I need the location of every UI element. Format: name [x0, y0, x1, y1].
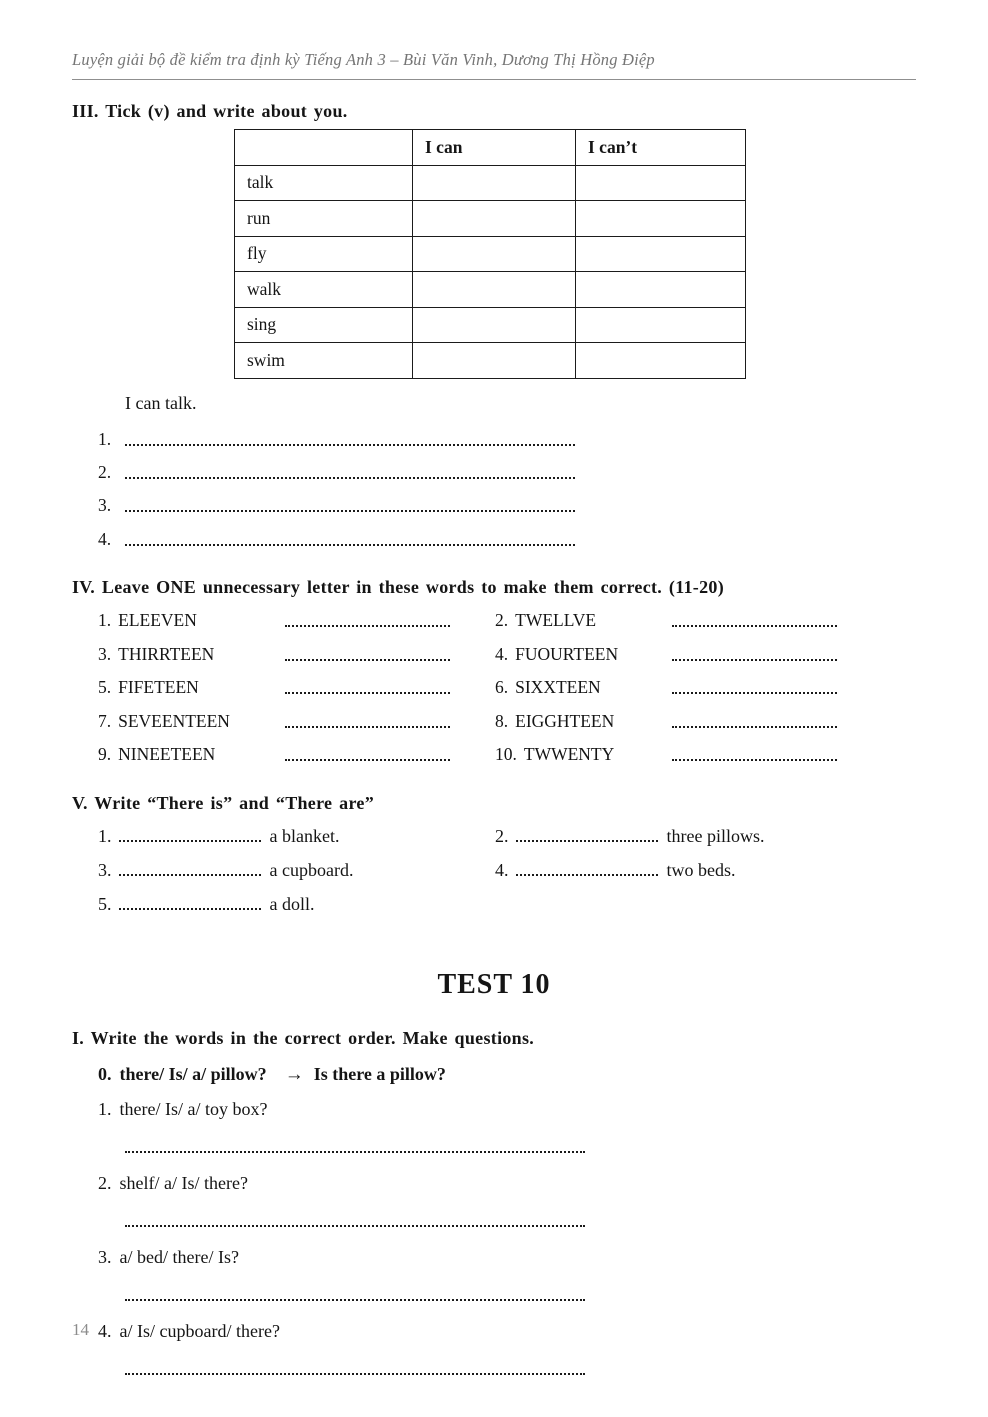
item-tail: three pillows.: [666, 826, 765, 847]
blank-number: 4.: [98, 528, 112, 549]
example-question: [98, 1064, 916, 1086]
item-tail: a blanket.: [269, 826, 340, 847]
fill-item: [98, 894, 495, 915]
question-number: 3.: [98, 1246, 112, 1267]
answer-dotted-line: [125, 1140, 585, 1153]
item-row: [98, 820, 916, 854]
row-label: talk: [235, 165, 413, 201]
answer-dotted-line: [119, 831, 261, 842]
table-header-ican: I can: [413, 130, 576, 166]
fill-item: [98, 860, 495, 881]
row-label: fly: [235, 236, 413, 272]
table-row-fly: [235, 236, 746, 272]
section3-heading: III. Tick (v) and write about you.: [72, 101, 348, 121]
question: [98, 1173, 916, 1194]
word-item: [98, 677, 495, 698]
answer-dotted-line: [285, 614, 450, 627]
item-number: 3.: [98, 860, 112, 881]
table-row-swim: [235, 343, 746, 379]
answer-line-row: [125, 1214, 916, 1230]
word-item: [495, 610, 837, 631]
answer-dotted-line: [516, 865, 658, 876]
ican-table: [234, 129, 746, 379]
question-block: [72, 1321, 916, 1378]
row-label: swim: [235, 343, 413, 379]
tick-cell-empty: [576, 165, 746, 201]
tick-cell-empty: [413, 272, 576, 308]
row-label: run: [235, 201, 413, 237]
item-number: 7.: [98, 710, 112, 731]
tick-cell-empty: [576, 343, 746, 379]
answer-dotted-line: [125, 433, 575, 446]
item-tail: a cupboard.: [269, 860, 354, 881]
item-text: [495, 744, 672, 765]
test10-section1-heading: I. Write the words in the correct order. Make questions.: [72, 1027, 535, 1048]
item-number: 5.: [98, 677, 112, 698]
row-label: walk: [235, 272, 413, 308]
item-row: [98, 671, 916, 705]
answer-dotted-line: [672, 648, 837, 661]
question-number: 4.: [98, 1320, 112, 1341]
test10-title: TEST 10: [437, 968, 551, 1000]
section4-heading: IV. Leave ONE unnecessary letter in these words to make them correct. (11-20): [72, 577, 724, 598]
question-number: 2.: [98, 1172, 112, 1193]
item-row: [98, 705, 916, 739]
answer-dotted-line: [672, 715, 837, 728]
section5-items: [72, 820, 916, 922]
answer-dotted-line: [125, 533, 575, 546]
tick-cell-empty: [576, 272, 746, 308]
answer-dotted-line: [119, 899, 261, 910]
answer-line-row: [125, 1288, 916, 1304]
item-number: 1.: [98, 610, 112, 631]
answer-dotted-line: [285, 681, 450, 694]
item-word: SIXXTEEN: [515, 677, 601, 698]
blank-number: 2.: [98, 462, 112, 483]
word-item: [98, 744, 495, 765]
item-text: [98, 610, 285, 631]
item-word: SEVEENTEEN: [118, 710, 230, 731]
item-text: [495, 610, 672, 631]
blank-line: [98, 456, 916, 489]
example-answer: Is there a pillow?: [313, 1063, 446, 1084]
table-header-row: [235, 130, 746, 166]
answer-dotted-line: [516, 831, 658, 842]
fill-item: [495, 826, 764, 847]
item-row: [98, 738, 916, 772]
item-number: 5.: [98, 894, 112, 915]
item-text: [495, 677, 672, 698]
item-word: EIGGHTEEN: [515, 710, 615, 731]
fill-item: [495, 860, 736, 881]
blank-line: [98, 489, 916, 522]
section4-items: [72, 604, 916, 772]
word-item: [495, 677, 837, 698]
item-number: 2.: [495, 610, 509, 631]
item-text: [495, 711, 672, 732]
answer-dotted-line: [672, 748, 837, 761]
item-tail: two beds.: [666, 860, 736, 881]
item-word: FIFETEEN: [118, 677, 199, 698]
tick-cell-empty: [576, 236, 746, 272]
answer-dotted-line: [285, 715, 450, 728]
item-word: ELEEVEN: [118, 610, 197, 631]
item-word: FUOURTEEN: [515, 643, 619, 664]
question-prompt: shelf/ a/ Is/ there?: [119, 1172, 248, 1193]
question-number: 0.: [98, 1063, 112, 1084]
item-row: [98, 604, 916, 638]
item-text: [98, 644, 285, 665]
word-item: [495, 744, 837, 765]
blank-line: [98, 523, 916, 556]
page-number: 14: [72, 1320, 89, 1339]
item-row: [98, 638, 916, 672]
table-row-sing: [235, 307, 746, 343]
answer-dotted-line: [125, 466, 575, 479]
item-number: 2.: [495, 826, 509, 847]
item-number: 4.: [495, 860, 509, 881]
running-header-text: Luyện giải bộ đề kiểm tra định kỳ Tiếng Anh 3 – Bùi Văn Vinh, Dương Thị Hồng Điệp: [72, 50, 655, 69]
item-word: TWELLVE: [515, 610, 597, 631]
item-text: [495, 644, 672, 665]
arrow-icon: →: [284, 1063, 304, 1085]
answer-dotted-line: [125, 1214, 585, 1227]
tick-cell-empty: [413, 165, 576, 201]
row-label: sing: [235, 307, 413, 343]
item-word: THIRRTEEN: [118, 643, 215, 664]
answer-dotted-line: [125, 499, 575, 512]
section5-heading: V. Write “There is” and “There are”: [72, 792, 375, 813]
tick-cell-empty: [576, 307, 746, 343]
question-prompt: there/ Is/ a/ toy box?: [119, 1098, 268, 1119]
item-word: TWWENTY: [523, 744, 615, 765]
question: [98, 1321, 916, 1342]
section3-example: I can talk.: [125, 392, 197, 413]
table-row-talk: [235, 165, 746, 201]
question-block: [72, 1247, 916, 1304]
answer-dotted-line: [672, 681, 837, 694]
tick-cell-empty: [413, 201, 576, 237]
tick-cell-empty: [576, 201, 746, 237]
table-header-icant: I can’t: [576, 130, 746, 166]
answer-dotted-line: [672, 614, 837, 627]
answer-dotted-line: [125, 1362, 585, 1375]
running-header: [72, 0, 916, 80]
item-number: 1.: [98, 826, 112, 847]
blank-number: 3.: [98, 495, 112, 516]
answer-dotted-line: [119, 865, 261, 876]
table-row-walk: [235, 272, 746, 308]
question-block: [72, 1173, 916, 1230]
item-text: [98, 711, 285, 732]
table-corner-cell: [235, 130, 413, 166]
answer-line-row: [125, 1362, 916, 1378]
question-block: [72, 1099, 916, 1156]
item-word: NINEETEEN: [118, 744, 216, 765]
question-prompt: there/ Is/ a/ pillow?: [119, 1063, 267, 1084]
item-number: 4.: [495, 643, 509, 664]
answer-dotted-line: [125, 1288, 585, 1301]
question-number: 1.: [98, 1098, 112, 1119]
tick-cell-empty: [413, 343, 576, 379]
blank-line: [98, 423, 916, 456]
question-prompt: a/ bed/ there/ Is?: [119, 1246, 239, 1267]
fill-item: [98, 826, 495, 847]
tick-cell-empty: [413, 236, 576, 272]
word-item: [495, 711, 837, 732]
item-row: [98, 854, 916, 888]
item-number: 8.: [495, 710, 509, 731]
answer-dotted-line: [285, 748, 450, 761]
section3-blanks: [72, 423, 916, 557]
item-number: 10.: [495, 744, 517, 765]
item-number: 3.: [98, 643, 112, 664]
word-item: [98, 644, 495, 665]
word-item: [98, 610, 495, 631]
tick-cell-empty: [413, 307, 576, 343]
item-number: 6.: [495, 677, 509, 698]
question-prompt: a/ Is/ cupboard/ there?: [119, 1320, 280, 1341]
blank-number: 1.: [98, 428, 112, 449]
answer-dotted-line: [285, 648, 450, 661]
item-tail: a doll.: [269, 894, 315, 915]
item-row: [98, 888, 916, 922]
word-item: [495, 644, 837, 665]
item-text: [98, 677, 285, 698]
item-number: 9.: [98, 744, 112, 765]
table-row-run: [235, 201, 746, 237]
item-text: [98, 744, 285, 765]
question: [98, 1247, 916, 1268]
word-item: [98, 711, 495, 732]
question: [98, 1099, 916, 1120]
answer-line-row: [125, 1140, 916, 1156]
